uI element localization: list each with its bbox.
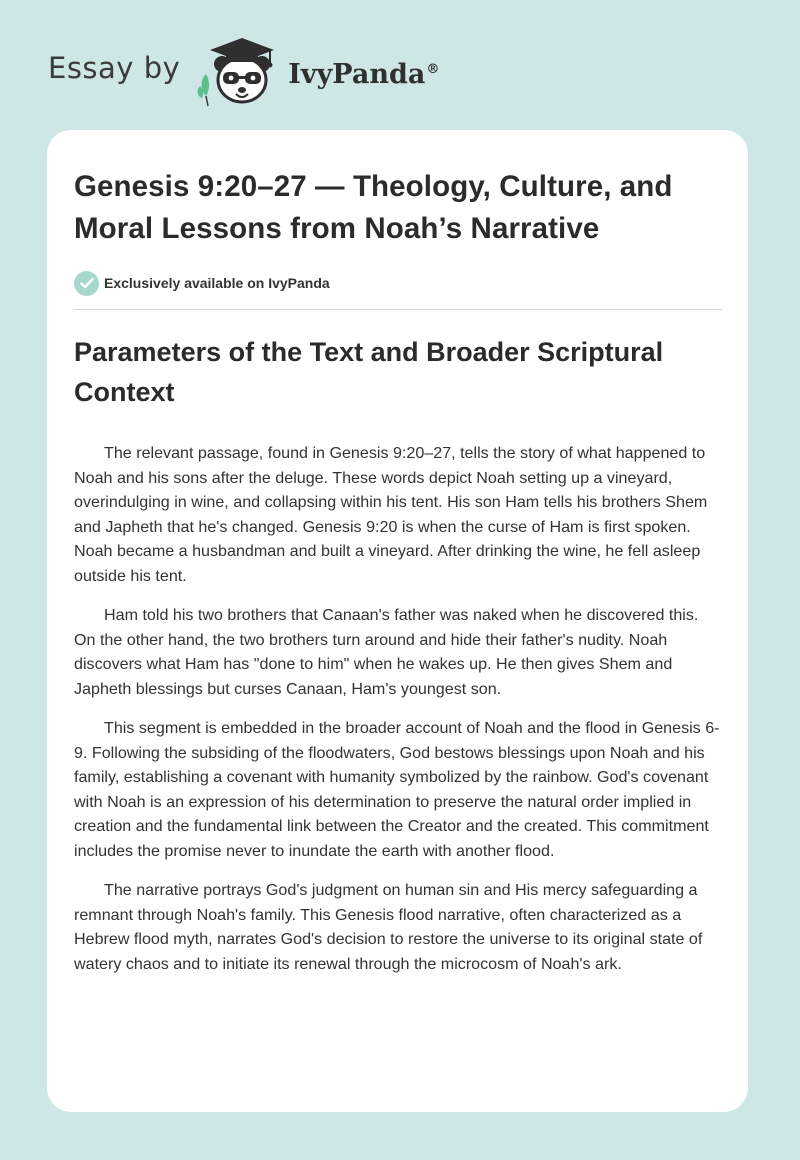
essay-body [74, 441, 723, 976]
title-divider [74, 309, 723, 310]
body-paragraph: This segment is embedded in the broader account of Noah and the flood in Genesis 6-9. Following the subsiding of the floodwaters, God bestows blessings upon Noah and his family, establishing a covenant with humanity symbolized by the rainbow. God's covenant with Noah is an expression of his determination to preserve the natural order implied in creation and the fundamental link between the Creator and the created. This commitment includes the promise never to inundate the earth with another flood. [74, 719, 720, 860]
essay-card [47, 130, 748, 1112]
exclusive-badge-text: Exclusively available on IvyPanda [104, 275, 330, 291]
registered-mark: ® [426, 61, 440, 77]
brand-name-text: IvyPanda [288, 58, 426, 90]
body-paragraph: The narrative portrays God's judgment on human sin and His mercy safeguarding a remnant through Noah's family. This Genesis flood narrative, often characterized as a Hebrew flood myth, narrates God's decision to restore the universe to its original state of watery chaos and to initiate its renewal through the microcosm of Noah's ark. [74, 881, 703, 973]
essay-content [74, 166, 723, 991]
body-paragraph: The relevant passage, found in Genesis 9:20–27, tells the story of what happened to Noah and his sons after the deluge. These words depict Noah setting up a vineyard, overindulging in wine, and collapsing within his tent. His son Ham tells his brothers Shem and Japheth that he's changed. Genesis 9:20 is when the curse of Ham is first spoken. Noah became a husbandman and built a vineyard. After drinking the wine, he fell asleep outside his tent. [74, 444, 708, 585]
brand-header[interactable] [48, 34, 439, 108]
essay-title: Genesis 9:20–27 — Theology, Culture, and Moral Lessons from Noah’s Narrative [74, 170, 673, 245]
section-heading: Parameters of the Text and Broader Scriptural Context [74, 337, 664, 407]
brand-name [288, 59, 439, 90]
exclusive-badge [74, 270, 723, 296]
body-paragraph: Ham told his two brothers that Canaan's father was naked when he discovered this. On the other hand, the two brothers turn around and hide their father's nudity. Noah discovers what Ham has "done to him" when he wakes up. He then gives Shem and Japheth blessings but curses Canaan, Ham's youngest son. [74, 606, 699, 698]
brand-prefix: Essay by [48, 51, 181, 85]
check-circle-icon [74, 271, 99, 296]
panda-logo-icon [192, 34, 284, 108]
